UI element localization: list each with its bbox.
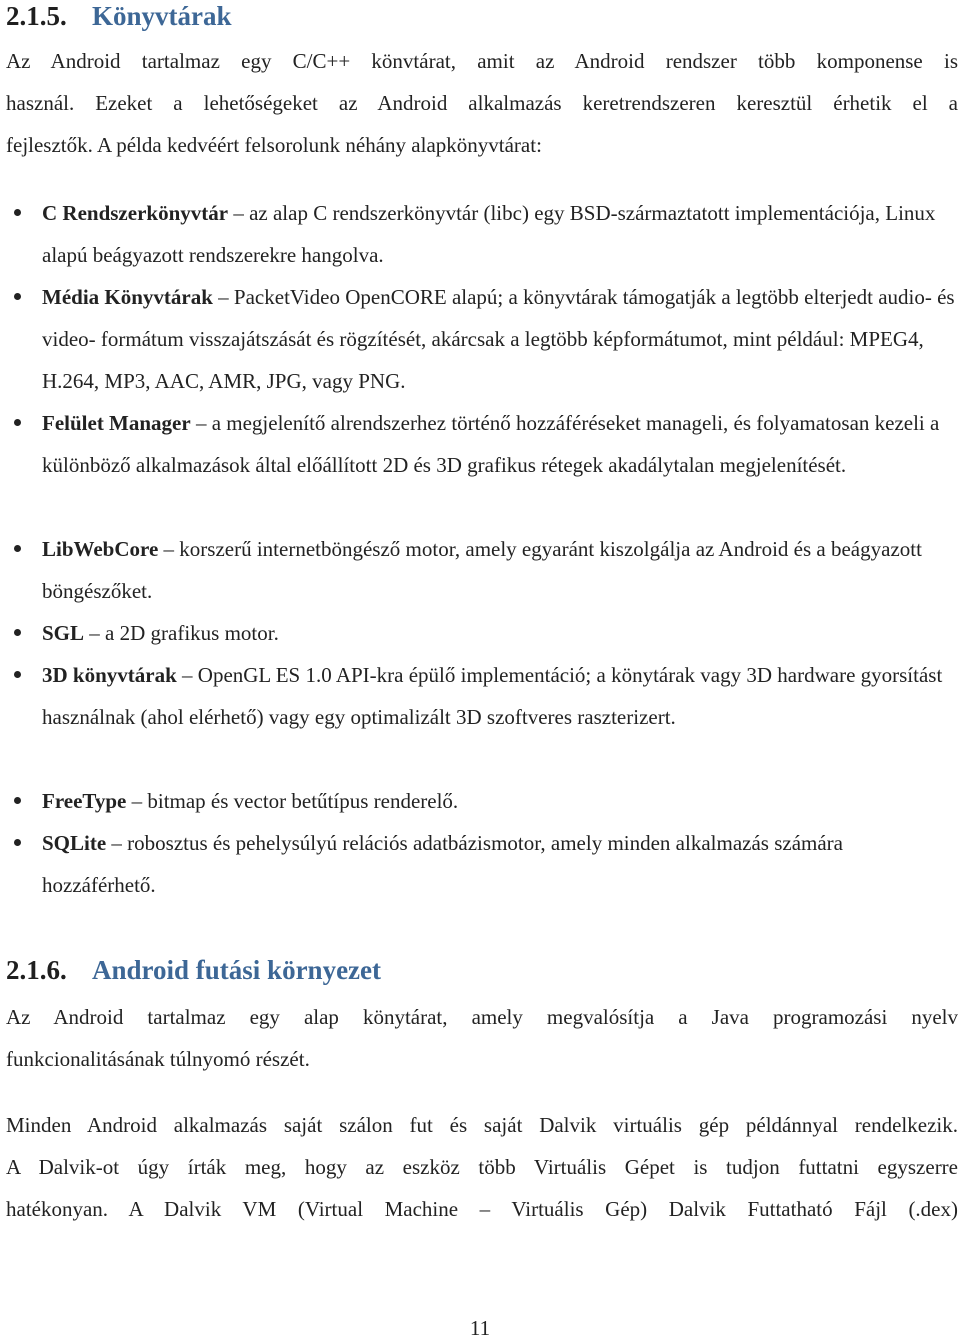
list-item — [0, 612, 960, 654]
list-item-term: Felület Manager — [42, 411, 191, 435]
section-title: Android futási környezet — [92, 955, 382, 985]
list-item — [0, 780, 960, 822]
bullet-icon — [14, 419, 21, 426]
list-item-text: – a 2D grafikus motor. — [84, 621, 279, 645]
paragraph-line: Minden Android alkalmazás saját szálon fut és saját Dalvik virtuális gép példánnyal rendelkezik. — [6, 1113, 958, 1137]
paragraph-line: funkcionalitásának túlnyomó részét. — [6, 1047, 310, 1071]
list-item-term: SGL — [42, 621, 85, 645]
runtime-paragraph-2 — [6, 1104, 958, 1230]
list-item-text: – az alap C rendszerkönyvtár (libc) egy BSD-származtatott implementációja, Linux alapú beágyazott rendszerekre hangolva. — [42, 201, 936, 267]
section-number: 2.1.5. — [6, 1, 67, 31]
list-item — [0, 276, 960, 402]
bullet-icon — [14, 671, 21, 678]
bullet-icon — [14, 839, 21, 846]
library-list — [0, 192, 960, 906]
section-heading-konyvtarak — [6, 0, 232, 32]
list-item-term: LibWebCore — [42, 537, 159, 561]
bullet-icon — [14, 293, 21, 300]
list-item-text: – OpenGL ES 1.0 API-kra épülő implementáció; a könytárak vagy 3D hardware gyorsítást használnak (ahol elérhető) vagy egy optimalizált 3D szoftveres raszterizert. — [42, 663, 943, 729]
paragraph-line: használ. Ezeket a lehetőségeket az Android alkalmazás keretrendszeren keresztül érhetik el a — [6, 91, 958, 115]
intro-paragraph — [6, 40, 958, 166]
paragraph-line: A Dalvik-ot úgy írták meg, hogy az eszköz több Virtuális Gépet is tudjon futtatni egyszerre — [6, 1155, 958, 1179]
paragraph-line: fejlesztők. A példa kedvéért felsorolunk néhány alapkönyvtárat: — [6, 133, 542, 157]
list-item-text: – robosztus és pehelysúlyú relációs adatbázismotor, amely minden alkalmazás számára hozzáférhető. — [42, 831, 843, 897]
list-item — [0, 654, 960, 780]
list-item — [0, 192, 960, 276]
list-item — [0, 402, 960, 528]
paragraph-line: Az Android tartalmaz egy alap könytárat, amely megvalósítja a Java programozási nyelv — [6, 1005, 958, 1029]
bullet-icon — [14, 629, 21, 636]
list-item-term: FreeType — [42, 789, 127, 813]
runtime-paragraph-1 — [6, 996, 958, 1080]
section-title: Könyvtárak — [92, 1, 232, 31]
list-item-term: 3D könyvtárak — [42, 663, 177, 687]
list-item-term: SQLite — [42, 831, 107, 855]
list-item-text: – a megjelenítő alrendszerhez történő hozzáféréseket manageli, és folyamatosan kezeli a különböző alkalmazások által előállított 2D és 3D grafikus rétegek akadálytalan megjelenítését. — [42, 411, 940, 477]
bullet-icon — [14, 797, 21, 804]
list-item-term: Média Könyvtárak — [42, 285, 213, 309]
bullet-icon — [14, 545, 21, 552]
paragraph-line: Az Android tartalmaz egy C/C++ könvtárat, amit az Android rendszer több komponense is — [6, 49, 958, 73]
list-item-text: – bitmap és vector betűtípus renderelő. — [126, 789, 459, 813]
list-item-text: – PacketVideo OpenCORE alapú; a könyvtárak támogatják a legtöbb elterjedt audio- és video- formátum visszajátszását és rögzítését, akárcsak a legtöbb képformátumot, mint például: MPEG4, H.264, MP3, AAC, AMR, JPG, vagy PNG. — [42, 285, 955, 393]
page-number: 11 — [469, 1316, 491, 1340]
paragraph-line: hatékonyan. A Dalvik VM (Virtual Machine – Virtuális Gép) Dalvik Futtatható Fájl (.dex) — [6, 1197, 958, 1221]
bullet-icon — [14, 209, 21, 216]
list-item-text: – korszerű internetböngésző motor, amely egyaránt kiszolgálja az Android és a beágyazott böngészőket. — [42, 537, 922, 603]
list-item — [0, 528, 960, 612]
section-heading-android-runtime — [6, 954, 381, 986]
list-item — [0, 822, 960, 906]
section-number: 2.1.6. — [6, 955, 67, 985]
list-item-term: C Rendszerkönyvtár — [42, 201, 229, 225]
